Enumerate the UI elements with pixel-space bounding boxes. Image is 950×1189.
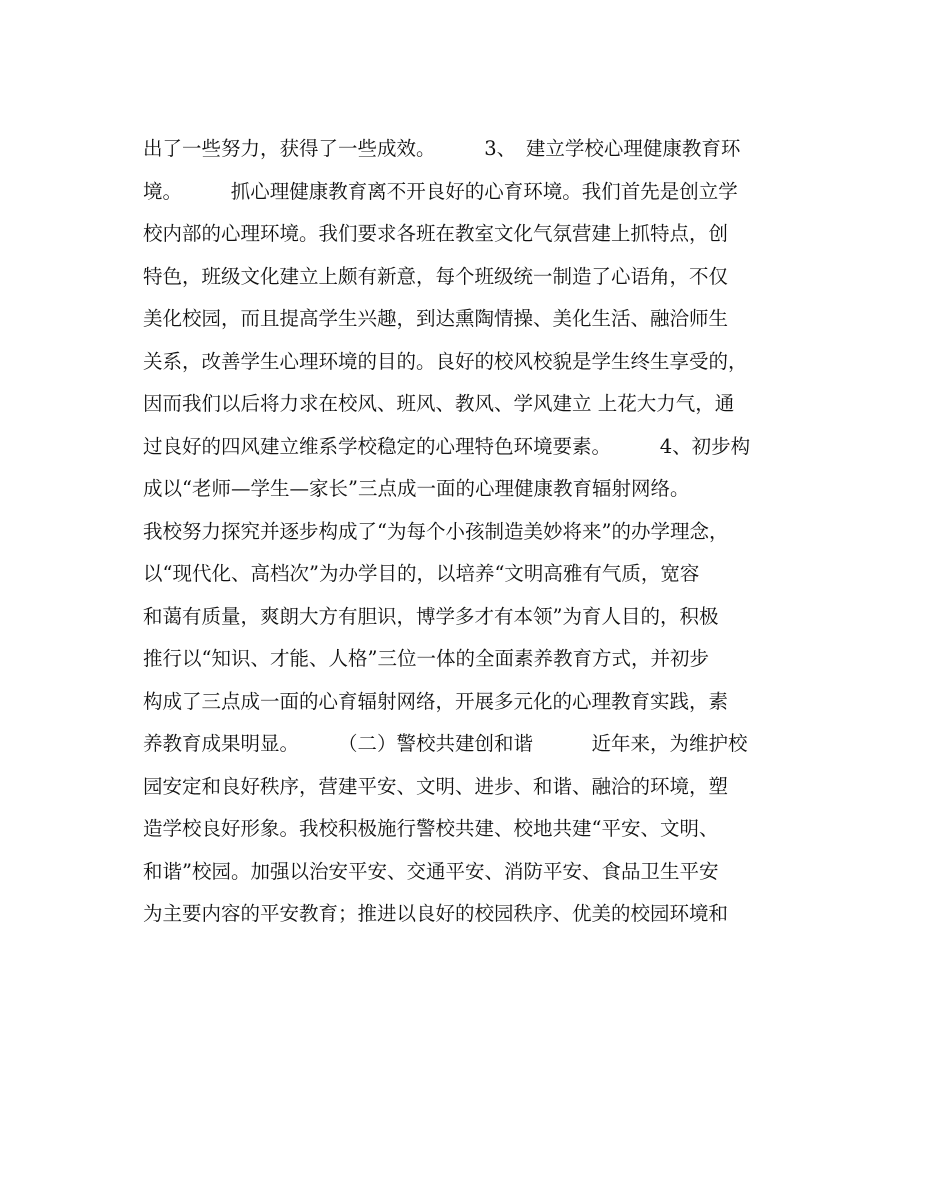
body-text	[143, 128, 823, 936]
text-line: 和谐”校园。加强以治安平安、交通平安、消防平安、食品卫生平安	[143, 859, 719, 883]
text-line: 我校努力探究并逐步构成了“为每个小孩制造美妙将来”的办学理念，	[143, 519, 729, 543]
text-line: 美化校园，而且提高学生兴趣，到达熏陶情操、美化生活、融洽师生	[143, 307, 729, 330]
text-line: 园安定和良好秩序，营建平安、文明、进步、和谐、融洽的环境，塑	[143, 774, 729, 798]
text-line: 为主要内容的平安教育；推进以良好的校园秩序、优美的校园环境和	[143, 902, 729, 925]
text-line: 因而我们以后将力求在校风、班风、教风、学风建立 上花大力气，通	[143, 392, 735, 415]
text-line: 养教育成果明显。 （二）警校共建创和谐 近年来，为维护校	[143, 732, 748, 755]
text-line: 以“现代化、高档次”为办学目的，以培养“文明高雅有气质，宽容	[143, 562, 700, 585]
text-line: 出了一些努力，获得了一些成效。 3、 建立学校心理健康教育环	[143, 137, 741, 160]
text-line: 造学校良好形象。我校积极施行警校共建、校地共建“平安、文明、	[143, 817, 719, 840]
text-line: 推行以“知识、才能、人格”三位一体的全面素养教育方式，并初步	[143, 647, 709, 670]
text-line: 校内部的心理环境。我们要求各班在教室文化气氛营建上抓特点，创	[143, 222, 729, 245]
text-line: 境。 抓心理健康教育离不开良好的心育环境。我们首先是创立学	[143, 179, 738, 203]
text-line: 过良好的四风建立维系学校稳定的心理特色环境要素。 4、初步构	[143, 434, 751, 458]
text-line: 特色，班级文化建立上颇有新意，每个班级统一制造了心语角，不仅	[143, 264, 729, 288]
text-line: 构成了三点成一面的心育辐射网络，开展多元化的心理教育实践，素	[143, 689, 729, 713]
text-line: 成以“老师—学生—家长”三点成一面的心理健康教育辐射网络。	[143, 477, 690, 500]
text-line: 关系，改善学生心理环境的目的。良好的校风校貌是学生终生享受的，	[143, 349, 748, 373]
text-line: 和蔼有质量，爽朗大方有胆识，博学多才有本领”为育人目的，积极	[143, 604, 719, 628]
